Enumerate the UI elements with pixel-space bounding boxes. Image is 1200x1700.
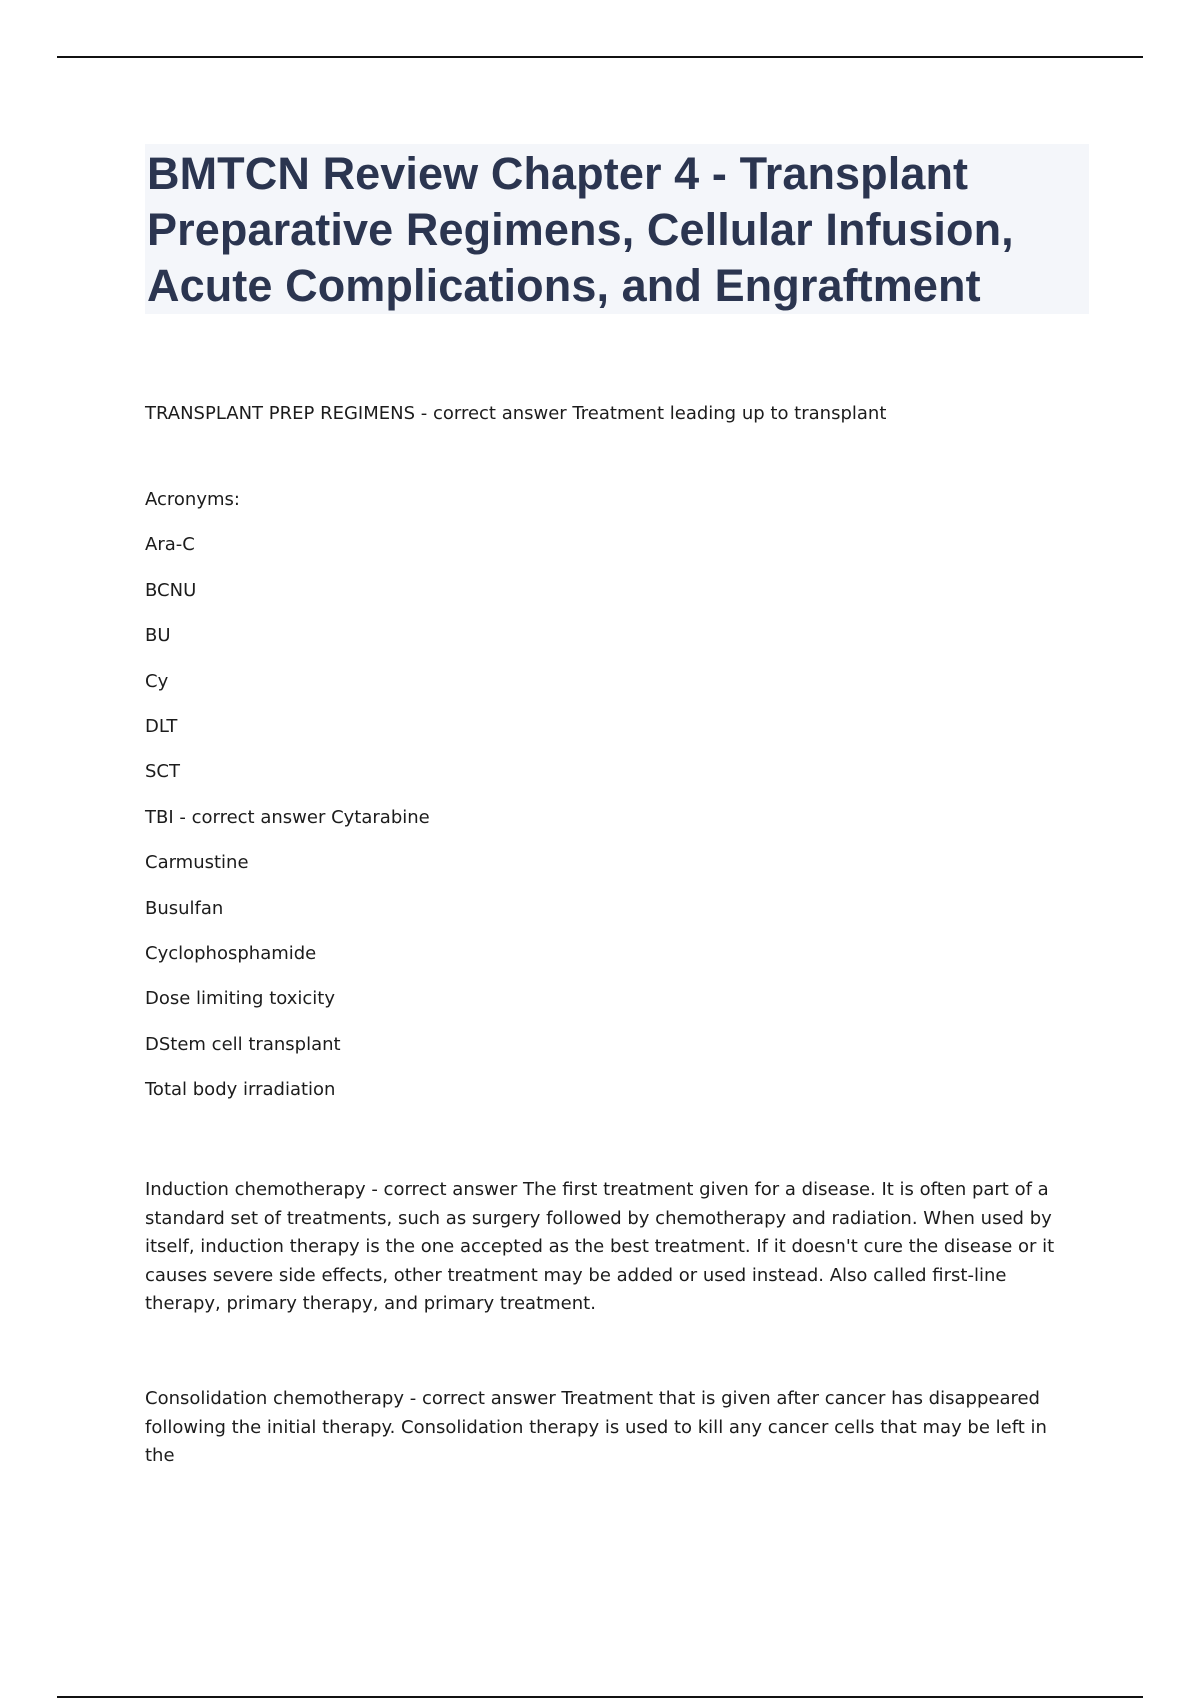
document-title: BMTCN Review Chapter 4 - Transplant Preparative Regimens, Cellular Infusion, Acute Complications, and Engraftment	[147, 148, 1014, 311]
acronym-line: Cyclophosphamide	[145, 942, 317, 964]
acronym-line: Carmustine	[145, 852, 249, 874]
acronym-line: Total body irradiation	[145, 1079, 336, 1101]
acronym-line: Ara-C	[145, 534, 195, 556]
title-highlight	[145, 144, 1089, 314]
top-rule	[57, 56, 1143, 58]
acronym-line: DLT	[145, 715, 178, 737]
consolidation-paragraph: Consolidation chemotherapy - correct answer Treatment that is given after cancer has disappeared following the initial therapy. Consolidation therapy is used to kill any cancer cells that may be left in the	[145, 1388, 1047, 1467]
content-body	[145, 402, 1075, 1123]
intro-paragraph: TRANSPLANT PREP REGIMENS - correct answer Treatment leading up to transplant	[145, 403, 887, 424]
acronym-line: BCNU	[145, 579, 197, 601]
acronym-line: SCT	[145, 761, 180, 783]
acronym-line: Busulfan	[145, 897, 224, 919]
acronym-line: Acronyms:	[145, 489, 240, 510]
induction-paragraph: Induction chemotherapy - correct answer The first treatment given for a disease. It is often part of a standard set of treatments, such as surgery followed by chemotherapy and radiation. When used by itself, induction therapy is the one accepted as the best treatment. If it doesn't cure the disease or it causes severe side effects, other treatment may be added or used instead. Also called first-line therapy, primary therapy, and primary treatment.	[145, 1179, 1055, 1315]
bottom-rule	[57, 1696, 1143, 1698]
acronym-line: Dose limiting toxicity	[145, 988, 335, 1010]
acronym-line: BU	[145, 625, 171, 647]
acronym-list	[145, 488, 1075, 1123]
acronym-line: TBI - correct answer Cytarabine	[145, 806, 430, 828]
acronym-line: DStem cell transplant	[145, 1033, 341, 1055]
acronym-line: Cy	[145, 670, 169, 692]
